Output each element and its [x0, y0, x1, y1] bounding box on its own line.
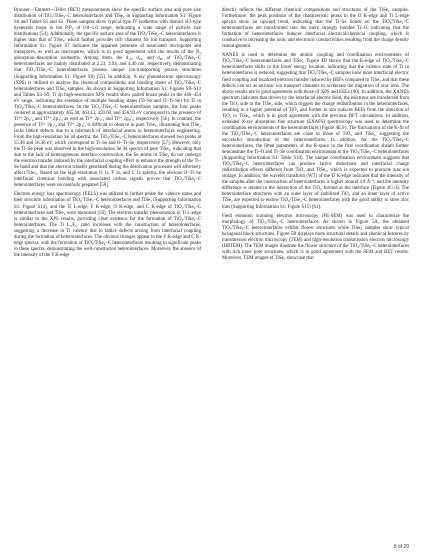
paragraph-eels-continued: directly reflects the different chemical compositions and structures of the TiSe₂ samples. Furthermore, the peak positions of the characteristic peaks in the O K-edge and Ti L-edge spectra show an upward trend, indicating that the Ti–Se bonds on the TiO₂/TiSe₂–C heterointerfaces are transformed into the more strongly bonded Ti–O, indicating that the formation of heterointerfaces induces interfacial electrical/chemical coupling, which is conducive to increasing the ionic and electronic conductivities resulting from the charge density rearrangement. [222, 8, 409, 50]
page-number: 9 of 20 [393, 544, 409, 550]
left-text-column [14, 8, 201, 259]
right-text-column [222, 8, 409, 262]
paragraph-fe-sem: Field emission scanning electron microscopy (FE-SEM) was used to characterize the morphology of TiO₂/TiSe₂–C heterointerfaces. As shown in Figure 5A, the obtained TiO₂/TiSe₂–C heterointerfaces exhibit flower structures while TiSe₂ samples show typical hexagonal block structures. Figure 5B displays more structural details and chemical features by transmission electron microscopy (TEM) and high-resolution transmission electron microscopy (HRTEM). The TEM images illustrate the flower structure of the TiO₂/TiSe₂–C heterointerfaces with rich inner pore structures, which is in good agreement with the SEM and BET results. Moreover, TEM images of TiSe₂ showcase that [222, 213, 409, 261]
paragraph-eels: Electron energy loss spectroscopy (EELS) was utilized to further probe the valence states and their structure information of TiO₂/TiSe₂–C heterointerfaces and TiSe₂ (Supporting Information S1: Figure S14), and the Ti L-edge, F K-edge, O K-edge, and C K-edge of TiO₂/TiSe₂–C heterointerfaces and TiSe₂ were measured [59]. The electron transfer phenomenon in Ti L-edge is similar to the XPS results, providing clear evidence for the formation of TiO₂/TiSe₂–C heterointerfaces. The Ti L₃/L₂ ratio increases with the construction of heterointerfaces, suggesting a decrease in Ti valence due to lattice defects arising from interfacial coupling during the formation of heterointerfaces. The obvious changes appear in the F K-edge and C K-edge spectra, with the formation of TiO₂/TiSe₂–C heterointerfaces resulting in significant peaks in these spectra, demonstrating the well-constructed heterointerfaces. Moreover, the absence of the intensity of the F K-edge [14, 192, 201, 258]
paragraph-bet-xps: Brunner—Emmett—Teller (BET) measurements show the specific surface area and pore size distribution of TiO₂/TiSe₂–C heterointerfaces and TiSe₂ in Supporting Information S1: Figure S6 and Tables S1 and S2. These samples show typical type IV isotherms with distinct H3-type hysteresis loops in the P/P₀ of 0.8–1.0 range, indicating a wide range of particle size distributions [54]. Additionally, the specific surface area of the TiO₂/TiSe₂–C heterointerfaces is higher than that of TiSe₂, which further provides rich channels for ion transport. Supporting Information S1: Figure S7 indicates the apparent presence of associated micropores and mesopores, as well as macropores, which is in good agreement with the results of the N₂ adsorption–desorption isotherms. Among them, the d₁₀, d₅₀, and d₉₀ of TiO₂/TiSe₂–C heterointerfaces are mainly distributed at 2.23, 3.94, and 4.46 nm, respectively, demonstrating that TiO₂/TiSe₂–C heterointerfaces possess unique ion-transporting porous structures (Supporting Information S1: Figure S8) [55]. In addition, X-ray photoelectron spectroscopy (XPS) is utilized to analyze the chemical compositions and bonding states of TiO₂/TiSe₂–C heterointerfaces and TiSe₂ samples. As shown in Supporting Information S1: Figures S9–S13 and Tables S3–S9, Ti 2p high-resolution XPS results show paired broad peaks in the 466–454 eV range, indicating the existence of multiple bonding states (Ti–Se and O–Ti–Se) for Ti in TiO₂/TiSe₂–C heterointerfaces. In the TiO₂/TiSe₂–C heterointerfaces samples, the four peaks centered at approximately 465.48, 463.13, 459.68, and 456.93 eV correspond to the presence of Ti⁴⁺ 2p₁/₂ and Ti⁴⁺ 2p₃/₂ as well as Ti³⁺ 2p₁/₂ and Ti³⁺ 2p₃/₂, respectively [56]. In contrast, the presence of Ti³⁺ 2p₁/₂ and Ti³⁺ 2p₃/₂ is difficult to observe in pure TiSe₂, illustrating that TiSe₂ lacks lattice defects due to a mismatch of interfacial atoms in heterointerfaces engineering. From the high-resolution Se 3d spectra, the TiO₂/TiSe₂–C heterointerfaces showed two peaks at 55.46 and 56.36 eV, which correspond to Ti–Se and O–Ti–Se, respectively [57]. However, only the Ti–Se peak was observed in the high-resolution Se 3d spectra of pure TiSe₂, indicating that due to the lack of heterogeneous interface construction, the Se atoms in TiSe₂ do not undergo the electron transfer induced by the interfacial coupling effect to enhance the strength of the Ti–Se bond and that the electron transfer generated during the desolvation processes will adversely affect TiSe₂. Based on the high-resolution O 1s, F 1s, and C 1s spectra, the obvious O–Ti–Se interfacial chemical bonding with associated carbon signals proves that TiO₂/TiSe₂–C heterointerfaces were successfully prepared [58]. [14, 8, 201, 189]
paragraph-xanes: XANES is used to determine the atomic coupling and coordination environments of TiO₂/TiSe₂–C heterointerfaces and TiSe₂. Figure 4D shows that the K-edge of TiO₂/TiSe₂–C heterointerfaces shifts to the lower energy location, indicating that the valence state of Ti in heterointerfaces is reduced, suggesting that TiO₂/TiSe₂–C samples have more interfacial electric field coupling and localized electron transfer induced by BEFs compared to TiSe₂ and that these defects can act as intrinsic ion transport channels to accelerate the migration of zinc ions. The above results are in good agreement with those of XPS and EELs [60]. In addition, the XANES spectrum indicates that driven by the interfacial electric field, the electrons are transferred from the TiO₂ side to the TiSe₂ side, which triggers the charge redistribution in the heterointerfaces, resulting in a higher potential of TiO₂ and further in situ induces BEFs from the direction of TiO₂ to TiSe₂, which is in good agreement with the previous DFT calculations. In addition, extended X-ray absorption fine structure (EXAFS) spectroscopy was used to determine the coordination environments of the heterointerfaces (Figure 4E,F). The fluctuations of the K-fit of the TiO₂/TiSe₂–C heterointerfaces are close to those of TiO₂ and TiSe₂, suggesting the successful introduction of the heterointerfaces. In addition, for the TiO₂/TiSe₂–C heterointerfaces, the fitted parameters of the R-space in the first coordination sheath further demonstrate the Ti–O and Ti–Se coordination environment in the TiO₂/TiSe₂–C heterointerfaces (Supporting Information S1: Table S10). The unique coordination environment suggests that TiO₂/TiSe₂–C heterointerfaces can produce lattice distortions and interfacial charge redistribution effects different from TiO₂ and TiSe₂, which is expected to promote zinc-ion storage. In addition, the wavelet transform (WT) of the Ti K-edge indicates that the intensity of the samples after the construction of heterointerfaces is higher around 4.8 Å⁻¹, and the intensity difference is related to the interaction of the TiO₂ formed at the interface (Figure 4G–I). The heterointerface structures with an outer layer of stabilized TiO₂ and an inner layer of active TiSe₂ are expected to endow TiO₂/TiSe₂–C heterointerfaces with the good ability to store zinc ions (Supporting Information S1: Figure S15) [61]. [222, 53, 409, 210]
